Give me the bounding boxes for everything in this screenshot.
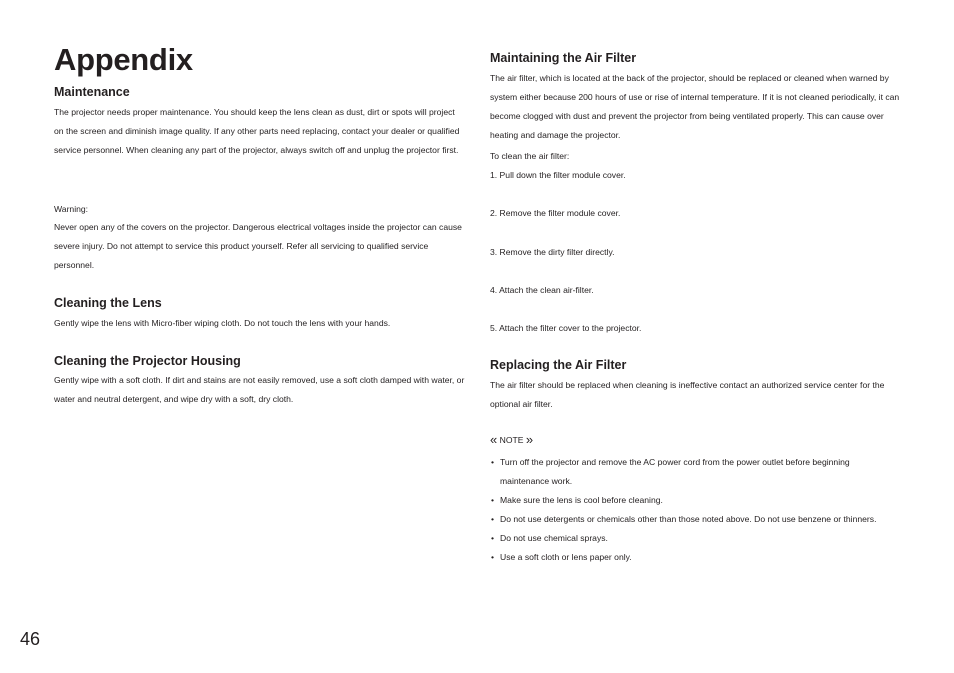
note-item	[490, 510, 900, 529]
note-item	[490, 491, 900, 510]
note-open-mark: «	[490, 432, 498, 447]
maintenance-heading: Maintenance	[54, 85, 130, 99]
note-item	[490, 453, 900, 491]
note-item-text: Do not use detergents or chemicals other than those noted above. Do not use benzene or thinners.	[500, 514, 877, 524]
clean-step: 3. Remove the dirty filter directly.	[490, 247, 615, 257]
note-list	[490, 453, 900, 567]
bullet-icon: •	[491, 514, 495, 524]
cleaning-lens-heading: Cleaning the Lens	[54, 296, 162, 310]
maintenance-body: The projector needs proper maintenance. You should keep the lens clean as dust, dirt or spots will project on the screen and diminish image quality. If any other parts need replacing, contact your dealer or qualified service personnel. When cleaning any part of the projector, always switch off and unplug the projector first.	[54, 107, 460, 155]
clean-step: 2. Remove the filter module cover.	[490, 208, 621, 218]
note-item-text: Do not use chemical sprays.	[500, 533, 608, 543]
replacing-filter-heading: Replacing the Air Filter	[490, 358, 627, 372]
cleaning-lens-body: Gently wipe the lens with Micro-fiber wiping cloth. Do not touch the lens with your hands.	[54, 318, 391, 328]
cleaning-housing-body: Gently wipe with a soft cloth. If dirt and stains are not easily removed, use a soft cloth damped with water, or water and neutral detergent, and wipe dry with a soft, dry cloth.	[54, 375, 465, 404]
clean-step: 1. Pull down the filter module cover.	[490, 170, 626, 180]
note-item	[490, 529, 900, 548]
note-item	[490, 548, 900, 567]
air-filter-heading: Maintaining the Air Filter	[490, 51, 637, 65]
warning-body: Never open any of the covers on the projector. Dangerous electrical voltages inside the projector can cause severe injury. Do not attempt to service this product yourself. Refer all servicing to qualified service personnel.	[54, 222, 462, 270]
clean-step: 4. Attach the clean air-filter.	[490, 285, 594, 295]
cleaning-housing-heading: Cleaning the Projector Housing	[54, 354, 241, 368]
warning-label: Warning:	[54, 204, 89, 214]
note-header	[490, 434, 533, 446]
clean-step: 5. Attach the filter cover to the projector.	[490, 323, 642, 333]
page-number: 46	[20, 629, 41, 649]
note-item-text: Make sure the lens is cool before cleaning.	[500, 495, 663, 505]
note-close-mark: »	[525, 432, 534, 447]
clean-steps-intro: To clean the air filter:	[490, 151, 570, 161]
page-title: Appendix	[54, 42, 193, 77]
replacing-filter-body: The air filter should be replaced when cleaning is ineffective contact an authorized service center for the optional air filter.	[490, 380, 885, 409]
bullet-icon: •	[491, 533, 495, 543]
note-label: NOTE	[499, 435, 524, 445]
bullet-icon: •	[491, 457, 495, 467]
bullet-icon: •	[491, 495, 495, 505]
note-item-text: Use a soft cloth or lens paper only.	[500, 552, 632, 562]
bullet-icon: •	[491, 552, 495, 562]
air-filter-body: The air filter, which is located at the back of the projector, should be replaced or cleaned when warned by system either because 200 hours of use or rise of internal temperature. If it is not cleaned periodically, it can become clogged with dust and prevent the projector from being ventilated properly. This can cause over heating and damage the projector.	[490, 73, 900, 140]
note-item-text: Turn off the projector and remove the AC power cord from the power outlet before beginning maintenance work.	[500, 457, 850, 486]
